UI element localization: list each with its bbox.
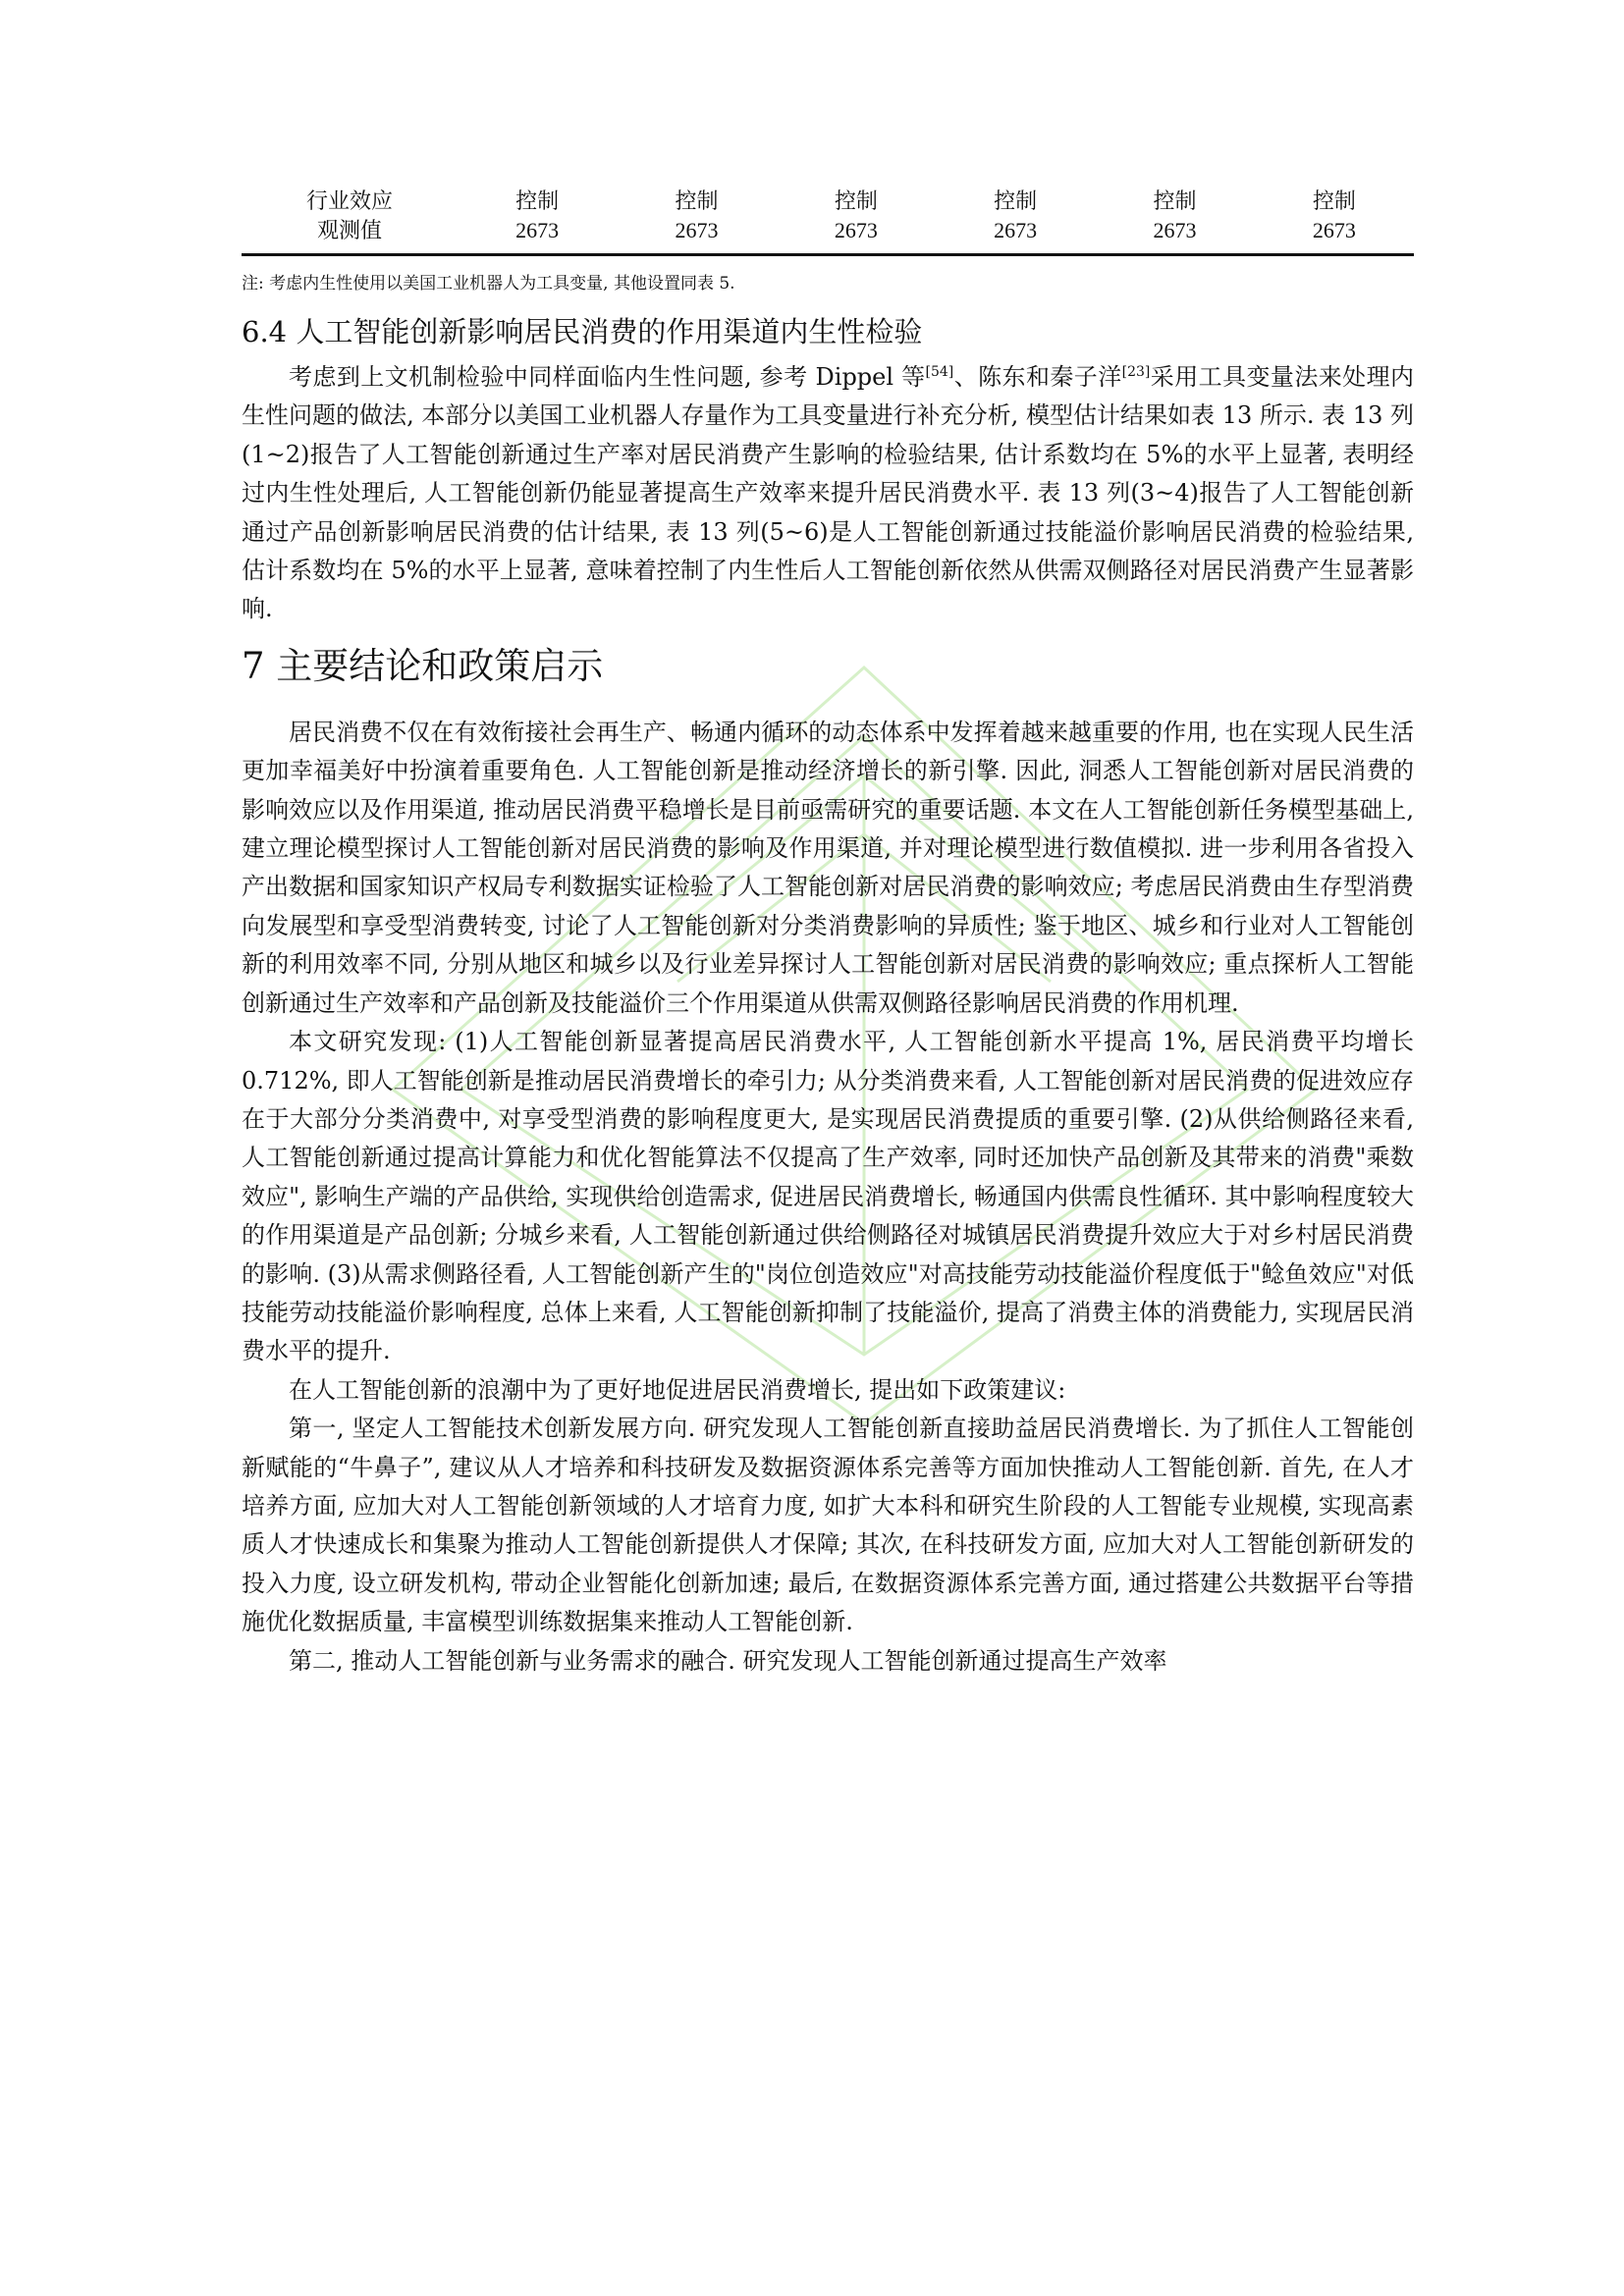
table-cell: 2673 bbox=[1153, 218, 1197, 242]
body-paragraph: 第二, 推动人工智能创新与业务需求的融合. 研究发现人工智能创新通过提高生产效率 bbox=[289, 1646, 1167, 1675]
body-paragraph: 在人工智能创新的浪潮中为了更好地促进居民消费增长, 提出如下政策建议: bbox=[289, 1375, 1066, 1404]
body-paragraph: 第一, 坚定人工智能技术创新发展方向. 研究发现人工智能创新直接助益居民消费增长. 为了抓住人工智能创新赋能的“牛鼻子”, 建议从人才培养和科技研发及数据资源体系完善等方面加快推动人工智能创新. 首先, 在人才培养方面, 应加大对人工智能创新领域的人才培育力度, 如扩大本科和研究生阶段的人工智能专业规模, 实现高素质人才快速成长和集聚为推动人工智能创新提供人才保障; 其次, 在科技研发方面, 应加大对人工智能创新研发的投入力度, 设立研发机构, 带动企业智能化创新加速; 最后, 在数据资源体系完善方面, 通过搭建公共数据平台等措施优化数据质量, 丰富模型训练数据集来推动人工智能创新. bbox=[242, 1415, 1414, 1636]
table-cell: 2673 bbox=[515, 218, 560, 242]
table-cell: 2673 bbox=[675, 218, 719, 242]
section-6-4-paragraph bbox=[242, 358, 1414, 629]
table-note: 注: 考虑内生性使用以美国工业机器人为工具变量, 其他设置同表 5. bbox=[242, 274, 735, 294]
table-cell: 控制 bbox=[1153, 188, 1197, 213]
table-row bbox=[242, 187, 1414, 216]
row-label: 行业效应 bbox=[305, 188, 393, 213]
table-cell: 2673 bbox=[1312, 218, 1356, 242]
citation-ref: [54] bbox=[925, 364, 954, 380]
table-cell: 控制 bbox=[994, 188, 1038, 213]
results-table bbox=[242, 187, 1414, 245]
table-cell: 控制 bbox=[1312, 188, 1356, 213]
row-label: 观测值 bbox=[316, 218, 382, 242]
table-cell: 控制 bbox=[515, 188, 560, 213]
section-7-heading: 7 主要结论和政策启示 bbox=[242, 644, 604, 687]
body-paragraph: 本文研究发现: (1)人工智能创新显著提高居民消费水平, 人工智能创新水平提高 1%, 居民消费平均增长 0.712%, 即人工智能创新是推动居民消费增长的牵引力; 从分类消费来看, 人工智能创新对居民消费的促进效应存在于大部分分类消费中, 对享受型消费的影响程度更大, 是实现居民消费提质的重要引擎. (2)从供给侧路径来看, 人工智能创新通过提高计算能力和优化智能算法不仅提高了生产效率, 同时还加快产品创新及其带来的消费"乘数效应", 影响生产端的产品供给, 实现供给创造需求, 促进居民消费增长, 畅通国内供需良性循环. 其中影响程度较大的作用渠道是产品创新; 分城乡来看, 人工智能创新通过供给侧路径对城镇居民消费提升效应大于对乡村居民消费的影响. (3)从需求侧路径看, 人工智能创新产生的"岗位创造效应"对高技能劳动技能溢价程度低于"鲶鱼效应"对低技能劳动技能溢价影响程度, 总体上来看, 人工智能创新抑制了技能溢价, 提高了消费主体的消费能力, 实现居民消费水平的提升. bbox=[242, 1028, 1414, 1365]
table-cell: 控制 bbox=[834, 188, 878, 213]
paragraph-text: 考虑到上文机制检验中同样面临内生性问题, 参考 Dippel 等 bbox=[289, 363, 926, 391]
table-cell: 2673 bbox=[994, 218, 1038, 242]
table-row bbox=[242, 216, 1414, 245]
table-cell: 控制 bbox=[675, 188, 719, 213]
paragraph-text: 采用工具变量法来处理内生性问题的做法, 本部分以美国工业机器人存量作为工具变量进行补充分析, 模型估计结果如表 13 所示. 表 13 列(1~2)报告了人工智能创新通过生产率对居民消费产生影响的检验结果, 估计系数均在 5%的水平上显著, 表明经过内生性处理后, 人工智能创新仍能显著提高生产效率来提升居民消费水平. 表 13 列(3~4)报告了人工智能创新通过产品创新影响居民消费的估计结果, 表 13 列(5~6)是人工智能创新通过技能溢价影响居民消费的检验结果, 估计系数均在 5%的水平上显著, 意味着控制了内生性后人工智能创新依然从供需双侧路径对居民消费产生显著影响. bbox=[242, 363, 1415, 623]
body-paragraph: 居民消费不仅在有效衔接社会再生产、畅通内循环的动态体系中发挥着越来越重要的作用, 也在实现人民生活更加幸福美好中扮演着重要角色. 人工智能创新是推动经济增长的新引擎. 因此, 洞悉人工智能创新对居民消费的影响效应以及作用渠道, 推动居民消费平稳增长是目前亟需研究的重要话题. 本文在人工智能创新任务模型基础上, 建立理论模型探讨人工智能创新对居民消费的影响及作用渠道, 并对理论模型进行数值模拟. 进一步利用各省投入产出数据和国家知识产权局专利数据实证检验了人工智能创新对居民消费的影响效应; 考虑居民消费由生存型消费向发展型和享受型消费转变, 讨论了人工智能创新对分类消费影响的异质性; 鉴于地区、城乡和行业对人工智能创新的利用效率不同, 分别从地区和城乡以及行业差异探讨人工智能创新对居民消费的影响效应; 重点探析人工智能创新通过生产效率和产品创新及技能溢价三个作用渠道从供需双侧路径影响居民消费的作用机理. bbox=[242, 718, 1414, 1017]
table-bottom-rule bbox=[242, 253, 1414, 256]
section-6-4-heading: 6.4 人工智能创新影响居民消费的作用渠道内生性检验 bbox=[242, 315, 923, 348]
table-cell: 2673 bbox=[834, 218, 878, 242]
citation-ref: [23] bbox=[1121, 364, 1151, 380]
paragraph-text: 、陈东和秦子洋 bbox=[953, 363, 1122, 391]
